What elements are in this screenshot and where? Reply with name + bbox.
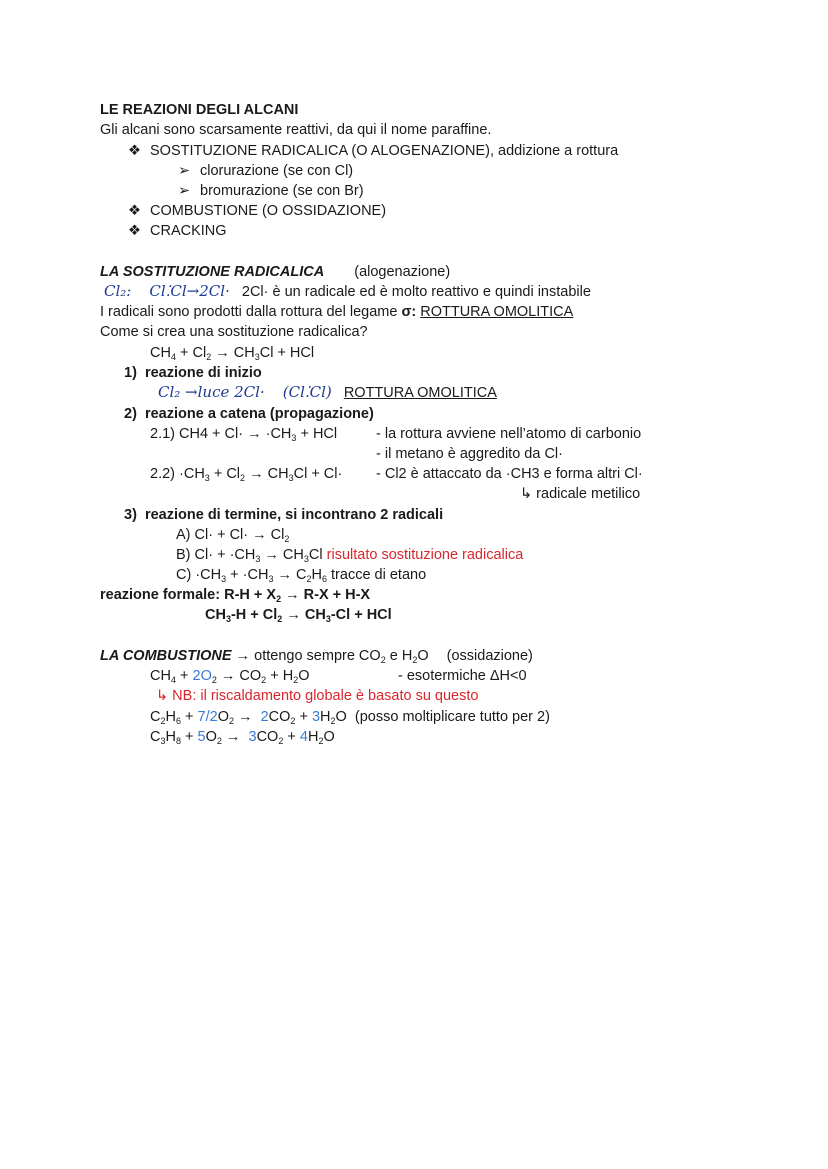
equation: $CH_4 + Cl_2 \to CH_3Cl$ + HCl [150, 345, 315, 362]
text-line: Come si crea una sostituzione radicalica? [100, 324, 368, 340]
equation: $CH_4 + 2O_2 \to CO_2 + H_2O$ [150, 668, 310, 685]
intro-text: Gli alcani sono scarsamente reattivi, da qui il nome paraffine. [100, 122, 492, 138]
equation: $C) \cdot CH_3 + \cdot CH_3 \to C_2H_6$ tracce di etano [176, 567, 427, 584]
nb-note: ↳ NB: il riscaldamento globale è basato su questo [156, 688, 479, 704]
step-heading: 1) reazione di inizio [124, 365, 262, 381]
note: - Cl2 è attaccato da ·CH3 e forma altri Cl· [376, 466, 643, 482]
section-heading: LA COMBUSTIONE → ottengo sempre $CO_2$ e $H_2O$ (ossidazione) [100, 648, 533, 665]
handwritten-line: Cl₂: Cl⁚Cl→2Cl· 2Cl· è un radicale ed è molto reattivo e quindi instabile [104, 282, 591, 300]
arrow-bullet-icon: ➢ [178, 163, 191, 179]
arrow-bullet-icon: ➢ [178, 183, 191, 199]
note: - il metano è aggredito da Cl· [376, 446, 563, 462]
diamond-bullet-icon: ❖ [128, 223, 141, 239]
equation: A) $Cl\cdot + Cl\cdot \to Cl_2$ [176, 527, 290, 544]
equation: $2.2) \cdot CH_3 + Cl_2 \to CH_3Cl + Cl\cdot$ [150, 466, 343, 483]
note: - esotermiche ΔH<0 [398, 668, 527, 684]
diamond-bullet-icon: ❖ [128, 203, 141, 219]
equation: $C_2H_6 + 7/2O_2 \to 2CO_2 + 3H_2O$ (posso moltiplicare tutto per 2) [150, 709, 550, 726]
list-item: ➢ clorurazione (se con Cl) [178, 163, 354, 179]
list-item: ❖ CRACKING [128, 223, 227, 239]
equation: B) $Cl\cdot + \cdot CH_3 \to CH_3Cl$ risultato sostituzione radicalica [176, 547, 524, 564]
formal-reaction: reazione formale: $R-H + X_2 \to R-X + H-X$ [100, 587, 371, 604]
list-item: ❖ COMBUSTIONE (O OSSIDAZIONE) [128, 203, 387, 219]
section-heading: LA SOSTITUZIONE RADICALICA (alogenazione) [100, 264, 451, 280]
diamond-bullet-icon: ❖ [128, 143, 141, 159]
equation: 2.1) $CH4 + Cl\cdot \to \cdot CH_3$ + HCl [150, 426, 338, 443]
equation: $C_3H_8 + 5O_2 \to 3CO_2 + 4H_2O$ [150, 729, 335, 746]
step-heading: 2) reazione a catena (propagazione) [124, 406, 374, 422]
note: ↳ radicale metilico [520, 486, 641, 502]
page-title: LE REAZIONI DEGLI ALCANI [100, 102, 299, 118]
note: - la rottura avviene nell’atomo di carbonio [376, 426, 642, 442]
text-line: I radicali sono prodotti dalla rottura del legame σ: ROTTURA OMOLITICA [100, 304, 574, 320]
list-item: ➢ bromurazione (se con Br) [178, 183, 364, 199]
step-heading: 3) reazione di termine, si incontrano 2 radicali [124, 507, 444, 523]
list-item: ❖ SOSTITUZIONE RADICALICA (O ALOGENAZIONE), addizione a rottura [128, 143, 619, 159]
handwritten-line: Cl₂ →luce 2Cl· (Cl⁚Cl) ROTTURA OMOLITICA [158, 383, 497, 401]
formal-reaction: $CH_3-H + Cl_2 \to CH_3-Cl$ + HCl [205, 607, 392, 624]
